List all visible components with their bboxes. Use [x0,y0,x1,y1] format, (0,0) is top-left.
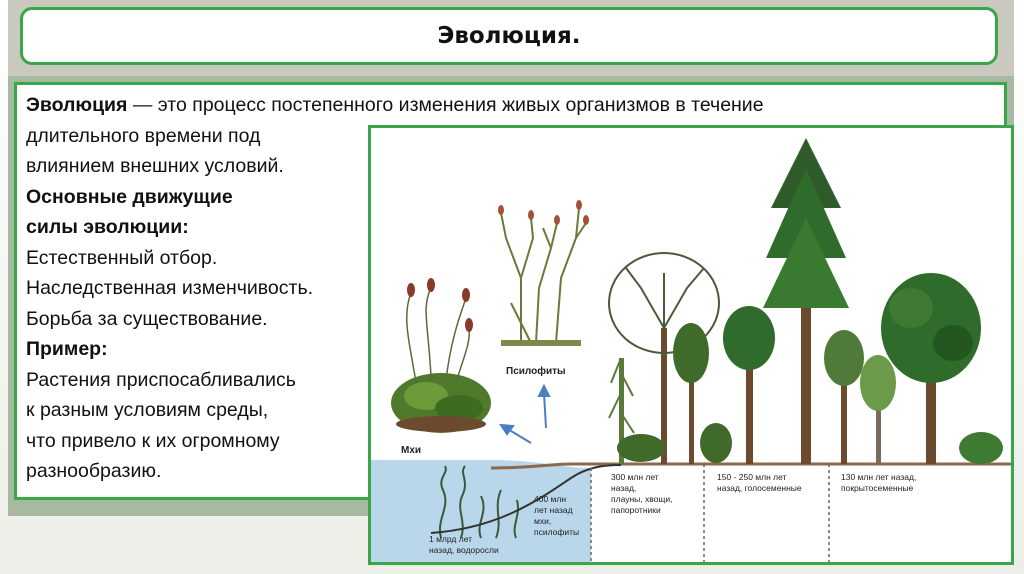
force-struggle-for-existence: Борьба за существование. [26,307,268,330]
arrow-head-icon [539,386,549,396]
era-label-angiosperms [841,472,916,493]
svg-text:назад, голосеменные: назад, голосеменные [717,483,802,493]
force-natural-selection: Естественный отбор. [26,246,218,269]
svg-text:псилофиты: псилофиты [534,527,580,537]
plant-evolution-figure [368,125,1014,565]
svg-text:назад, водоросли: назад, водоросли [429,545,499,555]
slide-title: Эволюция. [437,23,581,49]
birch-tree-icon [860,355,896,464]
example-heading: Пример: [26,338,108,360]
era-label-ferns [611,472,672,515]
evolution-arrows [501,386,549,443]
broadleaf-tree-icon [881,273,981,464]
label-mosses: Мхи [401,445,422,456]
shrub-icon [959,432,1003,464]
psilophyte-ground [501,340,581,346]
forces-heading-1: Основные движущие [26,185,233,208]
force-hereditary-variability: Наследственная изменчивость. [26,277,314,299]
svg-text:покрытосеменные: покрытосеменные [841,483,914,493]
title-box [20,7,998,65]
fern-icon [617,423,732,463]
definition-line-2: длительного времени под [26,124,261,147]
psilophyte-sporangia [498,200,589,225]
svg-text:130 млн лет назад,: 130 млн лет назад, [841,472,917,482]
svg-text:мхи,: мхи, [534,516,552,526]
svg-text:300 млн лет: 300 млн лет [611,472,659,482]
moss-plant-icon [391,278,491,433]
svg-text:лет назад: лет назад [534,505,573,515]
plant-evolution-drawing [371,128,1011,562]
forces-heading-2: силы эволюции: [26,216,189,238]
conifer-tree-icon [763,138,849,464]
label-psilophytes: Псилофиты [506,366,566,377]
psilophyte-plant-icon [501,208,586,343]
era-label-gymnosperms [717,472,802,493]
svg-text:плауны, хвощи,: плауны, хвощи, [611,494,673,504]
example-line-4: разнообразию. [26,460,162,482]
arrow-head-icon [501,425,513,434]
example-line-1: Растения приспосабливались [26,368,296,391]
svg-text:назад,: назад, [611,483,637,493]
example-line-2: к разным условиям среды, [26,399,269,421]
definition-rest: — это процесс постепенного изменения живых организмов в течение [127,94,764,116]
svg-text:1 млрд лет: 1 млрд лет [429,534,473,544]
svg-text:папоротники: папоротники [611,505,661,515]
svg-text:150 - 250 млн лет: 150 - 250 млн лет [717,472,787,482]
term-evolution: Эволюция [26,94,128,116]
svg-text:400 млн: 400 млн [534,494,567,504]
cycad-icon [824,330,864,464]
definition-line-1 [26,90,926,121]
example-line-3: что привело к их огромному [26,429,280,452]
definition-line-3: влиянием внешних условий. [26,155,284,177]
